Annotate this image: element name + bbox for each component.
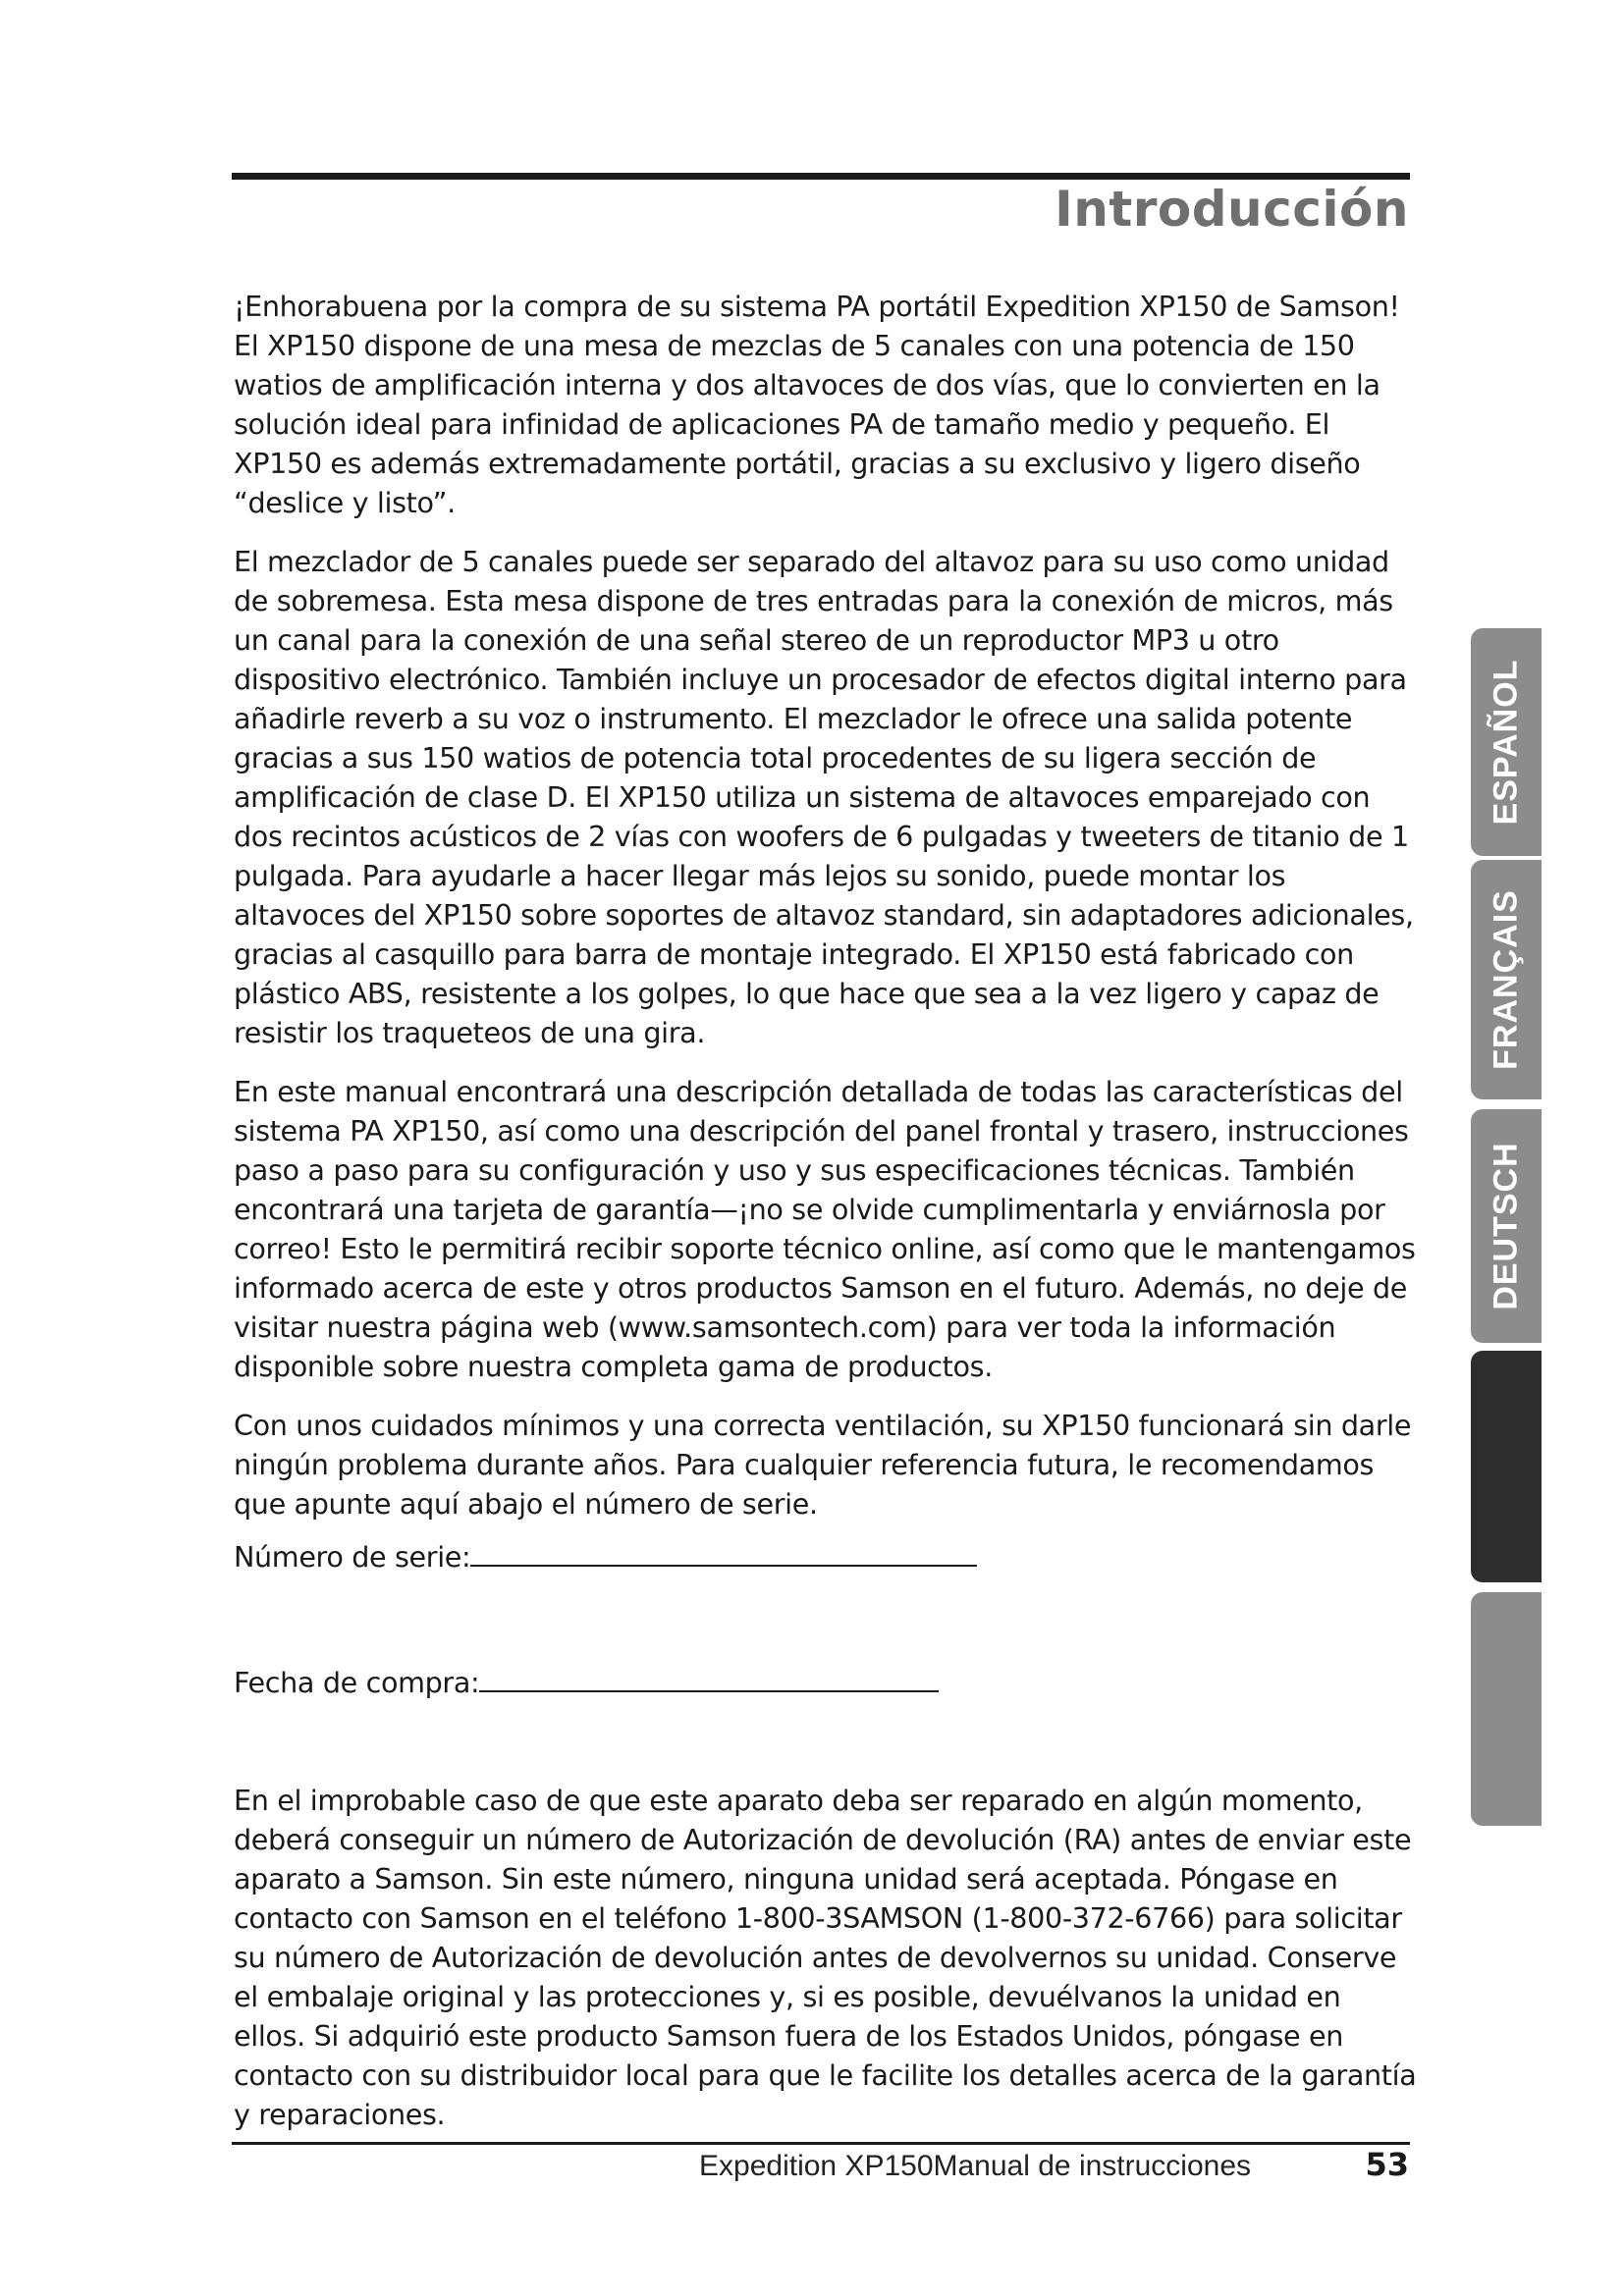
paragraph-manual: En este manual encontrará una descripción detallada de todas las características del sistema PA XP150, así como una descripción del panel frontal y trasero, instrucciones paso a paso para su configuración y uso y sus especificaciones técnicas. También encontrará una tarjeta de garantía—¡no se olvide cumplimentarla y enviárnosla por correo! Esto le permitirá recibir soporte técnico online, así como que le mantengamos informado acerca de este y otros productos Samson en el futuro. Además, no deje de visitar nuestra página web (www.samsontech.com) para ver toda la información disponible sobre nuestra completa gama de productos. xyxy=(234,1075,1416,1383)
tab-deutsch xyxy=(1471,1109,1542,1343)
paragraph-intro: ¡Enhorabuena por la compra de su sistema PA portátil Expedition XP150 de Samson! El XP150 dispone de una mesa de mezclas de 5 canales con una potencia de 150 watios de amplificación interna y dos altavoces de dos vías, que lo convierten en la solución ideal para infinidad de aplicaciones PA de tamaño medio y pequeño. El XP150 es además extremadamente portátil, gracias a su exclusivo y ligero diseño “deslice y listo”. xyxy=(234,290,1400,519)
purchase-date-line xyxy=(479,1663,939,1692)
tab-blank xyxy=(1471,1592,1542,1826)
paragraph-care: Con unos cuidados mínimos y una correcta ventilación, su XP150 funcionará sin darle ningún problema durante años. Para cualquier referencia futura, le recomendamos que apunte aquí abajo el número de serie. xyxy=(234,1409,1412,1521)
tab-label-francais: FRANÇAIS xyxy=(1487,889,1525,1070)
paragraph-repair: En el improbable caso de que este aparato deba ser reparado en algún momento, deberá conseguir un número de Autorización de devolución (RA) antes de enviar este aparato a Samson. Sin este número, ninguna unidad será aceptada. Póngase en contacto con Samson en el teléfono 1-800-3SAMSON (1-800-372-6766) para solicitar su número de Autorización de devolución antes de devolvernos su unidad. Conserve el embalaje original y las protecciones y, si es posible, devuélvanos la unidad en ellos. Si adquirió este producto Samson fuera de los Estados Unidos, póngase en contacto con su distribuidor local para que le facilite los detalles acerca de la garantía y reparaciones. xyxy=(234,1784,1417,2131)
header-rule xyxy=(232,173,1410,180)
page-number: 53 xyxy=(1365,2146,1409,2183)
page-title: Introducción xyxy=(1055,181,1409,238)
serial-number-label: Número de serie: xyxy=(234,1540,471,1574)
tab-label-deutsch: DEUTSCH xyxy=(1487,1142,1525,1310)
tab-espanol-top xyxy=(1471,628,1542,856)
tab-francais xyxy=(1471,860,1542,1099)
serial-number-line xyxy=(470,1537,977,1567)
tab-current-section xyxy=(1471,1351,1542,1582)
purchase-date-label: Fecha de compra: xyxy=(234,1666,480,1699)
footer-rule xyxy=(232,2142,1410,2145)
repair-info xyxy=(234,1781,1418,2134)
intro-body xyxy=(234,287,1418,1543)
tab-label-espanol: ESPAÑOL xyxy=(1487,659,1525,826)
purchase-date-field xyxy=(234,1663,939,1702)
serial-number-field xyxy=(234,1537,977,1576)
footer-product-text: Expedition XP150Manual de instrucciones xyxy=(699,2150,1252,2182)
paragraph-mixer: El mezclador de 5 canales puede ser separado del altavoz para su uso como unidad de sobremesa. Esta mesa dispone de tres entradas para la conexión de micros, más un canal para la conexión de una señal stereo de un reproductor MP3 u otro dispositivo electrónico. También incluye un procesador de efectos digital interno para añadirle reverb a su voz o instrumento. El mezclador le ofrece una salida potente gracias a sus 150 watios de potencia total procedentes de su ligera sección de amplificación de clase D. El XP150 utiliza un sistema de altavoces emparejado con dos recintos acústicos de 2 vías con woofers de 6 pulgadas y tweeters de titanio de 1 pulgada. Para ayudarle a hacer llegar más lejos su sonido, puede montar los altavoces del XP150 sobre soportes de altavoz standard, sin adaptadores adicionales, gracias al casquillo para barra de montaje integrado. El XP150 está fabricado con plástico ABS, resistente a los golpes, lo que hace que sea a la vez ligero y capaz de resistir los traqueteos de una gira. xyxy=(234,545,1414,1049)
